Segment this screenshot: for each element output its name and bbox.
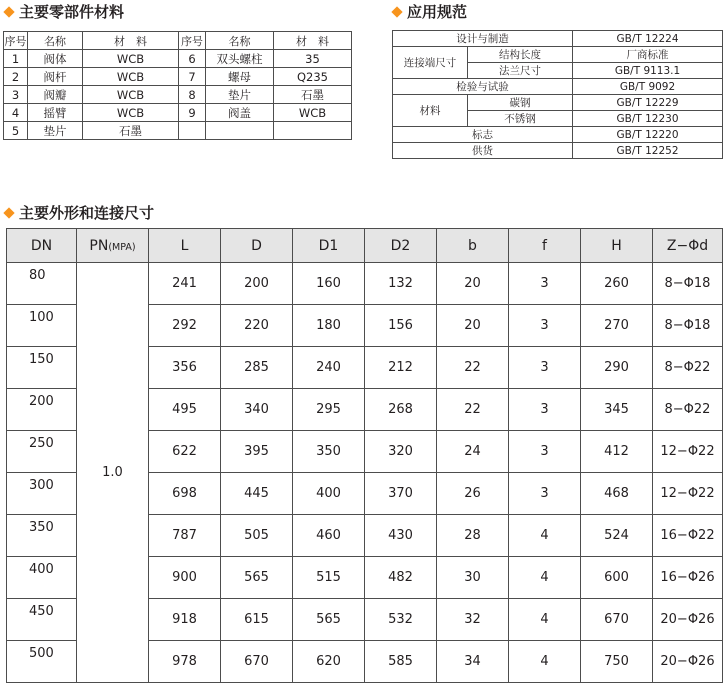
cell-f: 3 — [509, 431, 581, 473]
col-header-l: L — [149, 229, 221, 263]
part-material: WCB — [83, 86, 179, 104]
part-material: 35 — [274, 50, 352, 68]
cell-h: 412 — [581, 431, 653, 473]
standard-sublabel: 碳钢 — [468, 95, 573, 111]
cell-d2: 430 — [365, 515, 437, 557]
cell-d: 395 — [221, 431, 293, 473]
cell-b: 22 — [437, 347, 509, 389]
cell-d2: 370 — [365, 473, 437, 515]
standard-value: 厂商标准 — [573, 47, 723, 63]
cell-b: 24 — [437, 431, 509, 473]
part-seq — [179, 122, 206, 140]
pn-label: PN — [89, 237, 109, 254]
cell-l: 292 — [149, 305, 221, 347]
standard-group-label: 连接端尺寸 — [393, 47, 468, 79]
diamond-bullet-icon — [3, 207, 14, 218]
part-material: WCB — [83, 68, 179, 86]
cell-d1: 350 — [293, 431, 365, 473]
col-header-name: 名称 — [28, 32, 83, 50]
part-material: WCB — [83, 50, 179, 68]
cell-d: 445 — [221, 473, 293, 515]
part-seq: 7 — [179, 68, 206, 86]
cell-zd: 8−Φ22 — [653, 389, 723, 431]
cell-l: 495 — [149, 389, 221, 431]
parts-title: 主要零部件材料 — [19, 3, 125, 21]
cell-dn: 250 — [7, 431, 77, 473]
cell-f: 4 — [509, 515, 581, 557]
cell-dn: 450 — [7, 599, 77, 641]
cell-d1: 240 — [293, 347, 365, 389]
cell-h: 290 — [581, 347, 653, 389]
col-header-material: 材 料 — [83, 32, 179, 50]
cell-dn: 200 — [7, 389, 77, 431]
cell-d: 340 — [221, 389, 293, 431]
standard-value: GB/T 12224 — [573, 31, 723, 47]
cell-b: 28 — [437, 515, 509, 557]
standard-value: GB/T 12252 — [573, 143, 723, 159]
cell-d1: 460 — [293, 515, 365, 557]
part-name — [206, 122, 274, 140]
cell-f: 3 — [509, 473, 581, 515]
cell-d2: 212 — [365, 347, 437, 389]
part-material: 石墨 — [274, 86, 352, 104]
standard-value: GB/T 12229 — [573, 95, 723, 111]
diamond-bullet-icon — [391, 6, 402, 17]
cell-b: 20 — [437, 263, 509, 305]
col-header-zd: Z−Φd — [653, 229, 723, 263]
cell-d: 220 — [221, 305, 293, 347]
dimensions-title: 主要外形和连接尺寸 — [19, 204, 155, 222]
col-header-h: H — [581, 229, 653, 263]
dimension-row — [7, 263, 723, 305]
part-name: 阀瓣 — [28, 86, 83, 104]
part-seq: 2 — [4, 68, 28, 86]
cell-f: 3 — [509, 305, 581, 347]
part-name: 阀体 — [28, 50, 83, 68]
cell-d: 670 — [221, 641, 293, 683]
part-material: WCB — [274, 104, 352, 122]
standard-sublabel: 法兰尺寸 — [468, 63, 573, 79]
cell-h: 468 — [581, 473, 653, 515]
parts-table — [3, 31, 352, 140]
cell-dn: 150 — [7, 347, 77, 389]
cell-f: 4 — [509, 557, 581, 599]
part-seq: 1 — [4, 50, 28, 68]
cell-l: 918 — [149, 599, 221, 641]
cell-dn: 300 — [7, 473, 77, 515]
part-seq: 5 — [4, 122, 28, 140]
standard-value: GB/T 12230 — [573, 111, 723, 127]
part-name: 阀杆 — [28, 68, 83, 86]
standard-row — [393, 47, 723, 63]
standard-sublabel: 结构长度 — [468, 47, 573, 63]
col-header-seq: 序号 — [4, 32, 28, 50]
col-header-f: f — [509, 229, 581, 263]
cell-zd: 8−Φ22 — [653, 347, 723, 389]
cell-d: 505 — [221, 515, 293, 557]
cell-zd: 16−Φ22 — [653, 515, 723, 557]
standard-value: GB/T 12220 — [573, 127, 723, 143]
cell-l: 787 — [149, 515, 221, 557]
cell-f: 3 — [509, 389, 581, 431]
part-seq: 6 — [179, 50, 206, 68]
cell-h: 345 — [581, 389, 653, 431]
cell-d1: 515 — [293, 557, 365, 599]
standard-label: 标志 — [393, 127, 573, 143]
cell-zd: 20−Φ26 — [653, 599, 723, 641]
col-header-d1: D1 — [293, 229, 365, 263]
cell-h: 524 — [581, 515, 653, 557]
parts-row — [4, 104, 352, 122]
standard-label: 设计与制造 — [393, 31, 573, 47]
standard-value: GB/T 9092 — [573, 79, 723, 95]
part-name: 双头螺柱 — [206, 50, 274, 68]
standard-row — [393, 143, 723, 159]
col-header-dn: DN — [7, 229, 77, 263]
dimensions-header-row — [7, 229, 723, 263]
part-material: WCB — [83, 104, 179, 122]
part-name: 摇臂 — [28, 104, 83, 122]
cell-f: 4 — [509, 599, 581, 641]
diamond-bullet-icon — [3, 6, 14, 17]
part-name: 阀盖 — [206, 104, 274, 122]
cell-h: 750 — [581, 641, 653, 683]
col-header-pn — [77, 229, 149, 263]
part-seq: 4 — [4, 104, 28, 122]
cell-d2: 482 — [365, 557, 437, 599]
part-name: 垫片 — [28, 122, 83, 140]
col-header-seq: 序号 — [179, 32, 206, 50]
cell-b: 32 — [437, 599, 509, 641]
cell-zd: 16−Φ26 — [653, 557, 723, 599]
col-header-d: D — [221, 229, 293, 263]
standards-table — [392, 30, 723, 159]
parts-row — [4, 86, 352, 104]
cell-dn: 350 — [7, 515, 77, 557]
part-material: 石墨 — [83, 122, 179, 140]
standard-sublabel: 不锈钢 — [468, 111, 573, 127]
pn-unit: (MPA) — [108, 241, 136, 253]
standard-group-label: 材料 — [393, 95, 468, 127]
cell-zd: 12−Φ22 — [653, 431, 723, 473]
cell-d2: 532 — [365, 599, 437, 641]
cell-b: 30 — [437, 557, 509, 599]
cell-d1: 620 — [293, 641, 365, 683]
cell-d1: 180 — [293, 305, 365, 347]
parts-header-row — [4, 32, 352, 50]
cell-l: 356 — [149, 347, 221, 389]
standard-row — [393, 31, 723, 47]
part-seq: 3 — [4, 86, 28, 104]
cell-d1: 160 — [293, 263, 365, 305]
parts-row — [4, 122, 352, 140]
col-header-b: b — [437, 229, 509, 263]
cell-l: 698 — [149, 473, 221, 515]
standard-value: GB/T 9113.1 — [573, 63, 723, 79]
dimensions-heading — [2, 204, 154, 222]
cell-d: 615 — [221, 599, 293, 641]
cell-pn: 1.0 — [77, 263, 149, 683]
standard-label: 供货 — [393, 143, 573, 159]
cell-l: 622 — [149, 431, 221, 473]
cell-d2: 320 — [365, 431, 437, 473]
col-header-material: 材 料 — [274, 32, 352, 50]
part-seq: 8 — [179, 86, 206, 104]
part-seq: 9 — [179, 104, 206, 122]
cell-dn: 80 — [7, 263, 77, 305]
standards-heading — [390, 3, 467, 21]
cell-dn: 500 — [7, 641, 77, 683]
cell-d1: 400 — [293, 473, 365, 515]
cell-d2: 156 — [365, 305, 437, 347]
cell-b: 34 — [437, 641, 509, 683]
cell-h: 670 — [581, 599, 653, 641]
cell-d1: 295 — [293, 389, 365, 431]
cell-d2: 132 — [365, 263, 437, 305]
part-name: 螺母 — [206, 68, 274, 86]
standards-title: 应用规范 — [407, 3, 468, 21]
cell-b: 26 — [437, 473, 509, 515]
cell-b: 20 — [437, 305, 509, 347]
part-name: 垫片 — [206, 86, 274, 104]
standard-row — [393, 95, 723, 111]
cell-d1: 565 — [293, 599, 365, 641]
standard-row — [393, 79, 723, 95]
cell-f: 3 — [509, 347, 581, 389]
cell-zd: 20−Φ26 — [653, 641, 723, 683]
col-header-name: 名称 — [206, 32, 274, 50]
col-header-d2: D2 — [365, 229, 437, 263]
cell-d2: 585 — [365, 641, 437, 683]
parts-row — [4, 50, 352, 68]
parts-heading — [2, 3, 124, 21]
cell-h: 270 — [581, 305, 653, 347]
cell-h: 260 — [581, 263, 653, 305]
cell-dn: 100 — [7, 305, 77, 347]
cell-d: 285 — [221, 347, 293, 389]
cell-zd: 8−Φ18 — [653, 305, 723, 347]
part-material: Q235 — [274, 68, 352, 86]
standard-label: 检验与试验 — [393, 79, 573, 95]
cell-zd: 12−Φ22 — [653, 473, 723, 515]
cell-l: 900 — [149, 557, 221, 599]
cell-f: 4 — [509, 641, 581, 683]
cell-d: 200 — [221, 263, 293, 305]
part-material — [274, 122, 352, 140]
cell-zd: 8−Φ18 — [653, 263, 723, 305]
cell-b: 22 — [437, 389, 509, 431]
cell-dn: 400 — [7, 557, 77, 599]
cell-d: 565 — [221, 557, 293, 599]
standard-row — [393, 127, 723, 143]
parts-row — [4, 68, 352, 86]
cell-l: 241 — [149, 263, 221, 305]
cell-d2: 268 — [365, 389, 437, 431]
cell-f: 3 — [509, 263, 581, 305]
dimensions-table — [6, 228, 723, 683]
cell-l: 978 — [149, 641, 221, 683]
cell-h: 600 — [581, 557, 653, 599]
